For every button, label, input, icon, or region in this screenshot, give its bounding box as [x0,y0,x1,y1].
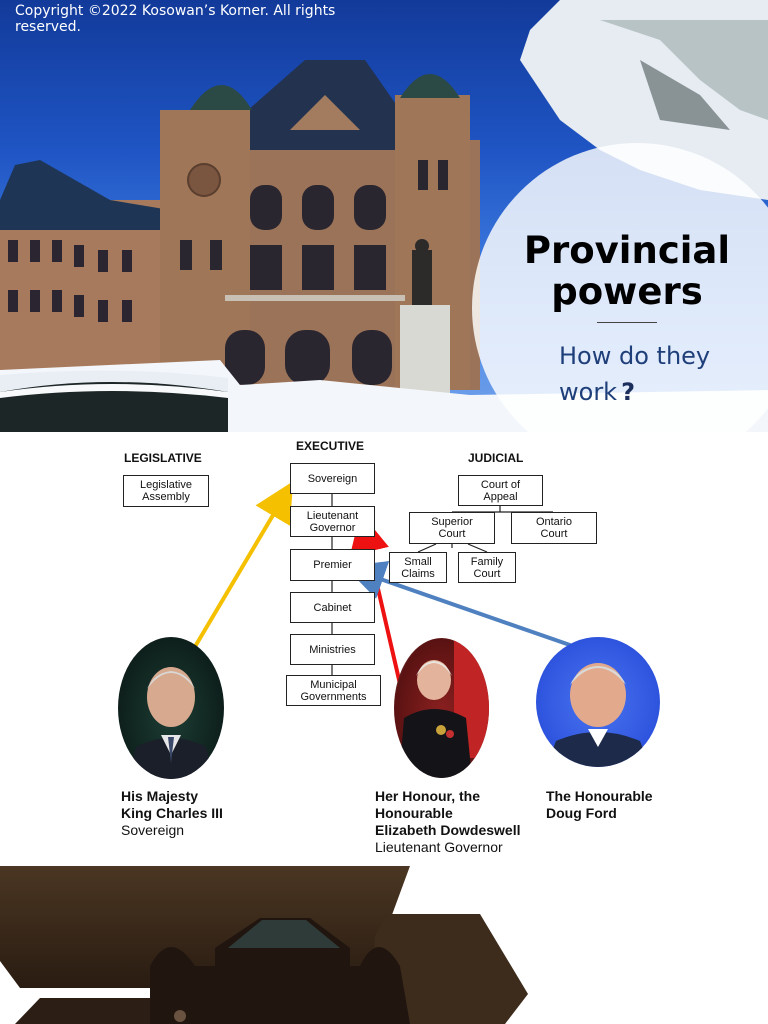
person-name-line: Honourable [375,805,453,821]
government-structure-chart [0,432,768,866]
king-charles-photo [118,637,224,779]
person-name-line: Her Honour, the [375,788,481,804]
person-name-line: King Charles III [121,805,223,821]
premier-box: Premier [290,549,375,581]
judicial-heading: JUDICIAL [468,451,524,465]
night-building-illustration [0,866,768,1024]
premier-arrow [360,572,590,652]
ontario-court-box: Ontario Court [511,512,597,544]
person-name-line: Doug Ford [546,805,617,821]
hero-banner [0,0,768,432]
doug-ford-photo [536,637,660,767]
copyright-notice: Copyright ©2022 Kosowan’s Korner. All rights reserved. [15,3,336,35]
legislative-assembly-box: Legislative Assembly [123,475,209,507]
title-line: Provincial [523,229,731,272]
sovereign-box: Sovereign [290,463,375,494]
person-role: Sovereign [121,822,185,838]
cabinet-box: Cabinet [290,592,375,623]
superior-court-box: Superior Court [409,512,495,544]
legislature-night-photo [0,866,768,1024]
question-mark: ? [621,378,635,406]
person-name-line: The Honourable [546,788,653,804]
elizabeth-dowdeswell-caption [375,788,555,856]
family-court-box: Family Court [458,552,516,583]
court-of-appeal-box: Court of Appeal [458,475,543,506]
person-name-line: Elizabeth Dowdeswell [375,822,521,838]
page-subtitle [559,338,749,410]
small-claims-box: Small Claims [389,552,447,583]
legislative-heading: LEGISLATIVE [124,451,202,465]
title-line: powers [551,270,703,313]
person-name-line: His Majesty [121,788,199,804]
executive-heading: EXECUTIVE [296,439,365,453]
doug-ford-caption [546,788,726,822]
municipal-governments-box: Municipal Governments [286,675,381,706]
lieutenant-governor-box: Lieutenant Governor [290,506,375,537]
elizabeth-dowdeswell-photo [394,638,489,778]
subtitle-line: How do they [559,342,711,370]
person-role: Lieutenant Governor [375,839,503,855]
page-title [496,230,758,312]
sovereign-arrow [193,495,285,650]
king-charles-caption [121,788,291,839]
title-divider [597,322,657,323]
ministries-box: Ministries [290,634,375,665]
subtitle-line: work [559,378,618,406]
